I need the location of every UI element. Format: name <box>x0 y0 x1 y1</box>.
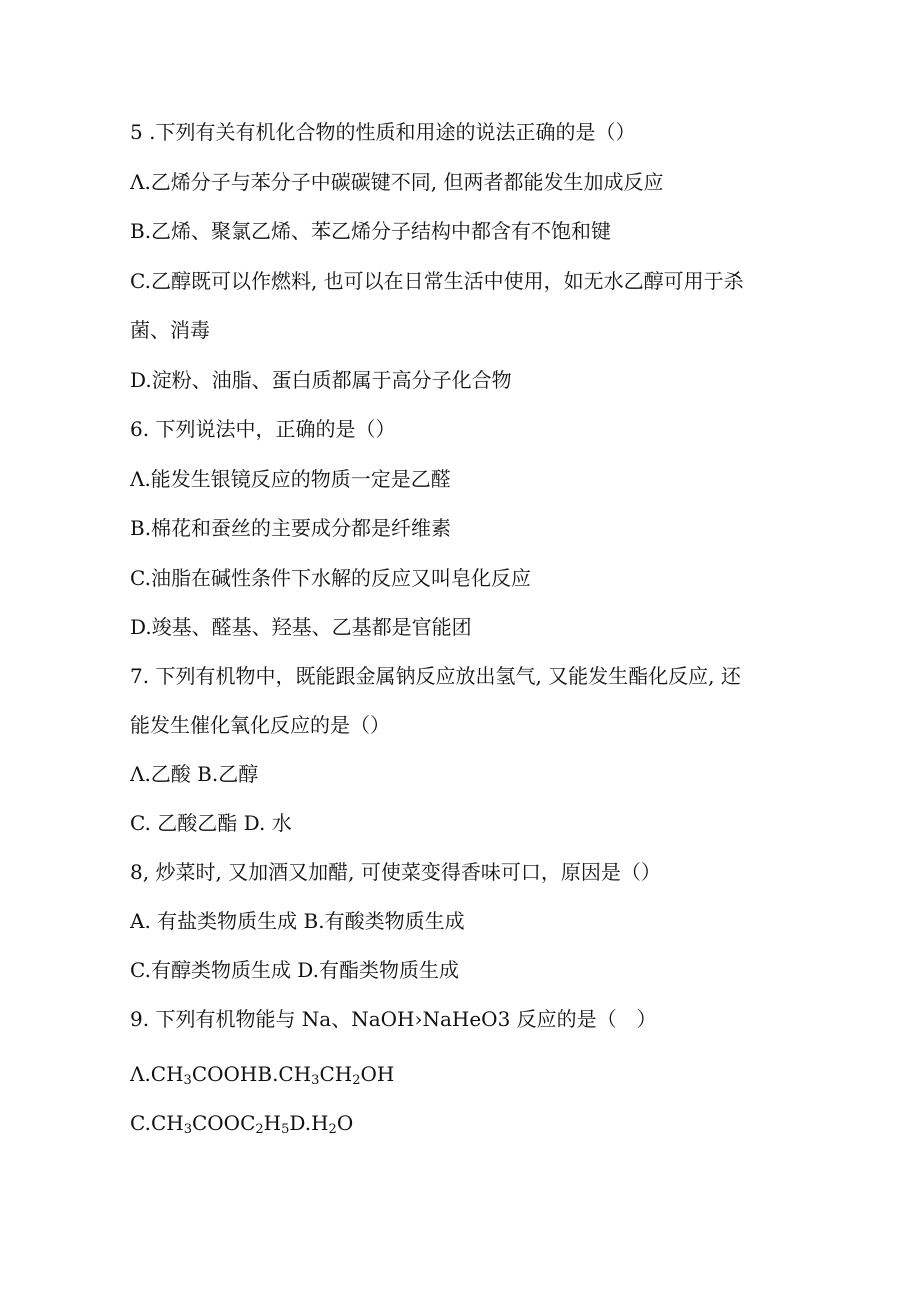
question-5-option-c-continued: 菌、消毒 <box>130 318 210 342</box>
question-5-option-a: Λ.乙烯分子与苯分子中碳碳键不同, 但两者都能发生加成反应 <box>130 170 664 194</box>
question-7-stem-continued: 能发生催化氧化反应的是（） <box>130 713 390 737</box>
question-7-stem: 7. 下列有机物中，既能跟金属钠反应放出氢气, 又能发生酯化反应, 还 <box>130 664 741 688</box>
question-7-options-cd: C. 乙酸乙酯 D. 水 <box>130 811 292 835</box>
question-9-stem: 9. 下列有机物能与 Na、NaOH›NaHeO3 反应的是（ ） <box>130 1007 657 1031</box>
question-6-option-d: D.竣基、醛基、羟基、乙基都是官能团 <box>130 615 472 639</box>
question-8-options-ab: A. 有盐类物质生成 B.有酸类物质生成 <box>130 909 465 933</box>
question-9-options-cd: $C.CH_3COOC_2H_5D.H_2O$ <box>130 1111 354 1137</box>
question-6-option-a: Λ.能发生银镜反应的物质一定是乙醛 <box>130 467 451 491</box>
question-6-option-c: C.油脂在碱性条件下水解的反应又叫皂化反应 <box>130 566 531 590</box>
question-6-stem: 6. 下列说法中，正确的是（） <box>130 417 396 441</box>
question-8-options-cd: C.有醇类物质生成 D.有酯类物质生成 <box>130 958 459 982</box>
question-5-stem: 5 .下列有关有机化合物的性质和用途的说法正确的是（） <box>130 120 636 144</box>
question-7-options-ab: Λ.乙酸 B.乙醇 <box>130 762 259 786</box>
question-6-option-b: B.棉花和蚕丝的主要成分都是纤维素 <box>130 516 452 540</box>
question-8-stem: 8, 炒菜时, 又加酒又加醋, 可使菜变得香味可口，原因是（） <box>130 860 661 884</box>
question-5-option-d: D.淀粉、油脂、蛋白质都属于高分子化合物 <box>130 368 512 392</box>
question-5-option-b: B.乙烯、聚氯乙烯、苯乙烯分子结构中都含有不饱和键 <box>130 219 612 243</box>
question-5-option-c: C.乙醇既可以作燃料, 也可以在日常生活中使用，如无水乙醇可用于杀 <box>130 269 744 293</box>
question-9-options-ab: $\Lambda.CH_3COOHB.CH_3CH_2OH$ <box>130 1062 395 1088</box>
